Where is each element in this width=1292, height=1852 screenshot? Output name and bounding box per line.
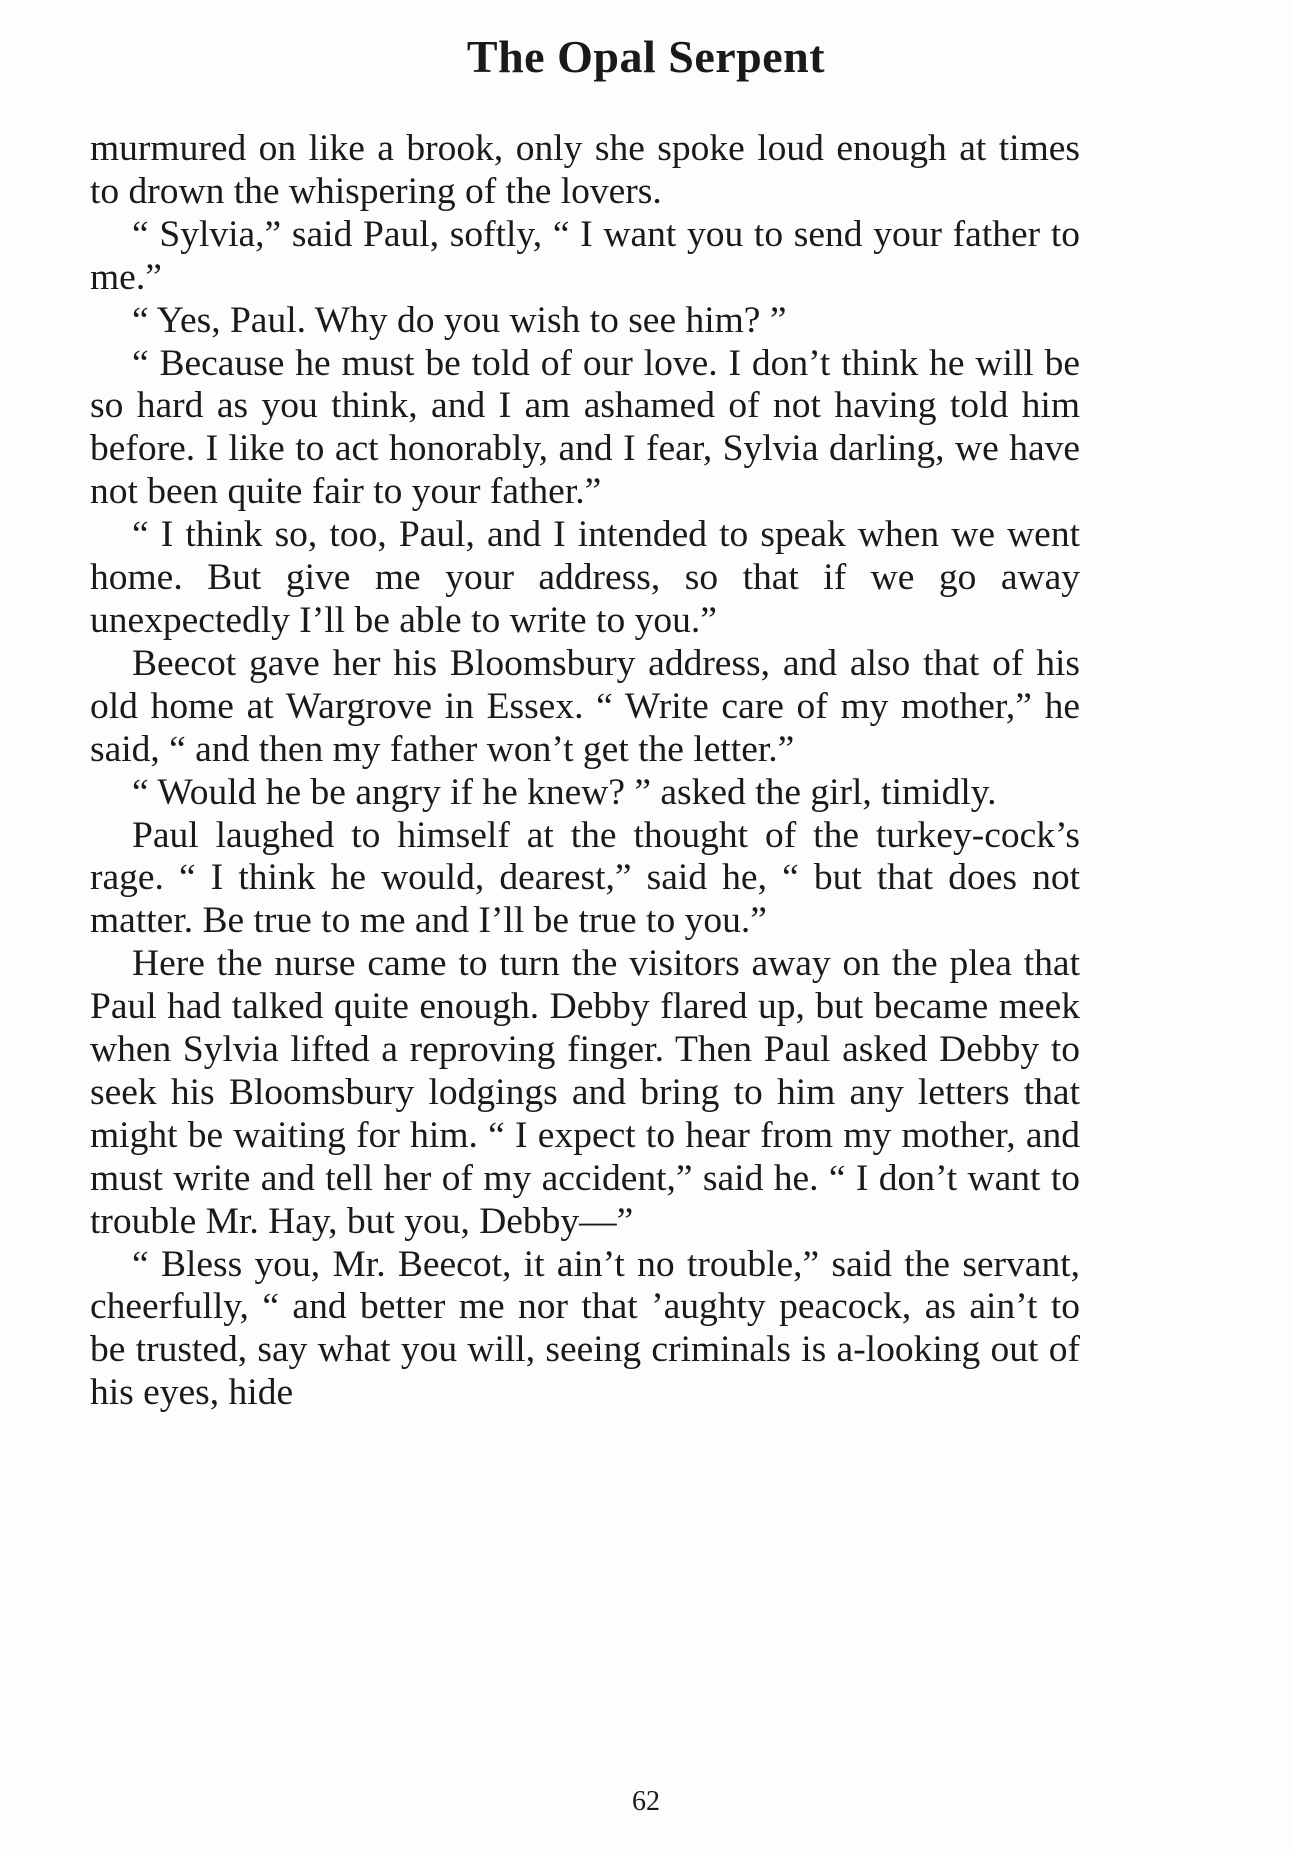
paragraph: “ Would he be angry if he knew? ” asked the girl, timidly.	[132, 771, 997, 813]
paragraph: Here the nurse came to turn the visitors away on the plea that Paul had talked quite enough. Debby flared up, but became meek when Sylvia lifted a reproving finger. Then Paul asked Debby to seek his Bloomsbury lodgings and bring to him any letters that might be waiting for him. “ I expect to hear from my mother, and must write and tell her of my accident,” said he. “ I don’t want to trouble Mr. Hay, but you, Debby—”	[90, 943, 1080, 1242]
running-title: The Opal Serpent	[466, 31, 826, 82]
page-number: 62	[632, 1786, 660, 1817]
paragraph: murmured on like a brook, only she spoke loud enough at times to drown the whispering of the lovers.	[90, 128, 1080, 212]
paragraph: Beecot gave her his Bloomsbury address, and also that of his old home at Wargrove in Essex. “ Write care of my mother,” he said, “ and then my father won’t get the letter.”	[90, 642, 1080, 770]
paragraph: “ I think so, too, Paul, and I intended to speak when we went home. But give me your address, so that if we go away unexpectedly I’ll be able to write to you.”	[90, 514, 1080, 641]
paragraph: “ Yes, Paul. Why do you wish to see him? ”	[132, 299, 787, 341]
paragraph: “ Bless you, Mr. Beecot, it ain’t no trouble,” said the servant, cheerfully, “ and better me nor that ’aughty peacock, as ain’t to be trusted, say what you will, seeing criminals is a-looking out of his eyes, hide	[90, 1243, 1080, 1414]
paragraph: “ Sylvia,” said Paul, softly, “ I want you to send your father to me.”	[90, 213, 1080, 298]
body-text	[90, 128, 1080, 1415]
paragraph: “ Because he must be told of our love. I don’t think he will be so hard as you think, and I am ashamed of not having told him before. I like to act honorably, and I fear, Sylvia darling, we have not been quite fair to your father.”	[90, 342, 1080, 513]
paragraph: Paul laughed to himself at the thought of the turkey-cock’s rage. “ I think he would, dearest,” said he, “ but that does not matter. Be true to me and I’ll be true to you.”	[90, 814, 1080, 942]
